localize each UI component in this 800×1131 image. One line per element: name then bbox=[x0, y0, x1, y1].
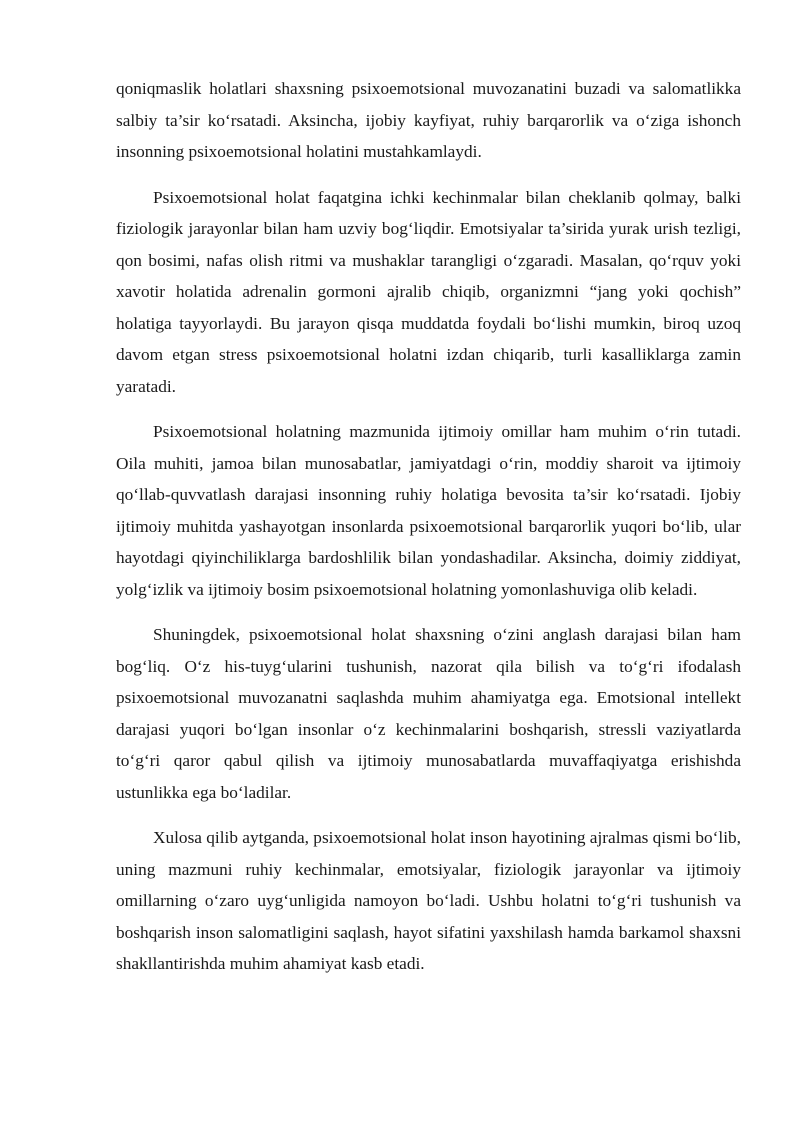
paragraph-3: Psixoemotsional holatning mazmunida ijtimoiy omillar ham muhim o‘rin tutadi. Oila muhiti, jamoa bilan munosabatlar, jamiyatdagi o‘rin, moddiy sharoit va ijtimoiy qo‘llab-quvvatlash darajasi insonning ruhiy holatiga bevosita ta’sir ko‘rsatadi. Ijobiy ijtimoiy muhitda yashayotgan insonlarda psixoemotsional barqarorlik yuqori bo‘lib, ular hayotdagi qiyinchiliklarga bardoshlilik bilan yondashadilar. Aksincha, doimiy ziddiyat, yolg‘izlik va ijtimoiy bosim psixoemotsional holatning yomonlashuviga olib keladi. bbox=[116, 422, 741, 599]
paragraph-2: Psixoemotsional holat faqatgina ichki kechinmalar bilan cheklanib qolmay, balki fiziologik jarayonlar bilan ham uzviy bog‘liqdir. Emotsiyalar ta’sirida yurak urish tezligi, qon bosimi, nafas olish ritmi va mushaklar tarangligi o‘zgaradi. Masalan, qo‘rquv yoki xavotir holatida adrenalin gormoni ajralib chiqib, organizmni “jang yoki qochish” holatiga tayyorlaydi. Bu jarayon qisqa muddatda foydali bo‘lishi mumkin, biroq uzoq davom etgan stress psixoemotsional holatni izdan chiqarib, turli kasalliklarga zamin yaratadi. bbox=[116, 187, 741, 396]
paragraph-5: Xulosa qilib aytganda, psixoemotsional holat inson hayotining ajralmas qismi bo‘lib, uning mazmuni ruhiy kechinmalar, emotsiyalar, fiziologik jarayonlar va ijtimoiy omillarning o‘zaro uyg‘unligida namoyon bo‘ladi. Ushbu holatni to‘g‘ri tushunish va boshqarish inson salomatligini saqlash, hayot sifatini yaxshilash hamda barkamol shaxsni shakllantirishda muhim ahamiyat kasb etadi. bbox=[116, 828, 741, 973]
paragraph-4: Shuningdek, psixoemotsional holat shaxsning o‘zini anglash darajasi bilan ham bog‘liq. O‘z his-tuyg‘ularini tushunish, nazorat qila bilish va to‘g‘ri ifodalash psixoemotsional muvozanatni saqlashda muhim ahamiyatga ega. Emotsional intellekt darajasi yuqori bo‘lgan insonlar o‘z kechinmalarini boshqarish, stressli vaziyatlarda to‘g‘ri qaror qabul qilish va ijtimoiy munosabatlarda muvaffaqiyatga erishishda ustunlikka ega bo‘ladilar. bbox=[116, 625, 741, 802]
paragraph-1: qoniqmaslik holatlari shaxsning psixoemotsional muvozanatini buzadi va salomatlikka salbiy ta’sir ko‘rsatadi. Aksincha, ijobiy kayfiyat, ruhiy barqarorlik va o‘ziga ishonch insonning psixoemotsional holatini mustahkamlaydi. bbox=[116, 79, 741, 161]
document-body bbox=[116, 73, 741, 994]
